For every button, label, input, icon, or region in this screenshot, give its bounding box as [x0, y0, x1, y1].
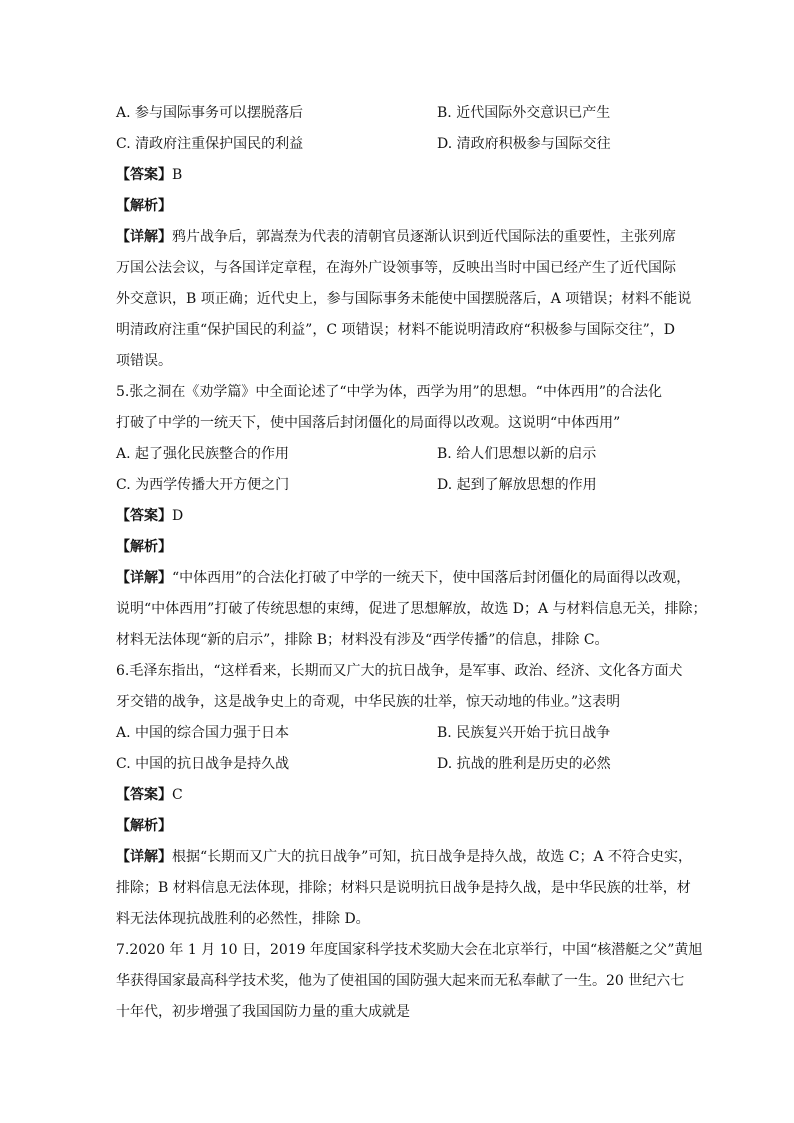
answer-tag: 【答案】: [116, 787, 172, 803]
q6-analysis-heading: [116, 811, 678, 842]
q4-analysis-heading: [116, 191, 678, 222]
q6-options-row-2: [116, 749, 678, 780]
q6-stem: [116, 656, 683, 718]
analysis-tag: 【解析】: [116, 198, 172, 214]
q5-option-c: C. 为西学传播大开方便之门: [116, 477, 290, 493]
q5-detail: [116, 563, 707, 656]
q6-detail-line: 料无法体现抗战胜利的必然性，排除 D。: [116, 911, 370, 927]
q5-stem: [116, 377, 678, 439]
q4-answer: [116, 160, 678, 191]
q6-option-b: B. 民族复兴开始于抗日战争: [437, 725, 611, 741]
answer-tag: 【答案】: [116, 167, 172, 183]
q5-option-a: A. 起了强化民族整合的作用: [116, 446, 290, 462]
q5-answer-value: D: [172, 508, 184, 524]
q6-detail-line: 根据“长期而又广大的抗日战争”可知，抗日战争是持久战，故选 C；A 不符合史实，: [172, 849, 693, 865]
q7-stem-line: 十年代，初步增强了我国国防力量的重大成就是: [116, 1004, 410, 1020]
q5-detail-line: 说明“中体西用”打破了传统思想的束缚，促进了思想解放，故选 D；A 与材料信息无关，排除；: [116, 601, 707, 617]
q6-stem-line: 6.毛泽东指出，“这样看来，长期而又广大的抗日战争，是军事、政治、经济、文化各方面犬: [116, 663, 683, 679]
q5-answer: [116, 501, 678, 532]
q6-option-d: D. 抗战的胜利是历史的必然: [437, 756, 611, 772]
answer-tag: 【答案】: [116, 508, 172, 524]
q4-detail-line: 万国公法会议，与各国详定章程，在海外广设领事等，反映出当时中国已经产生了近代国际: [116, 260, 676, 276]
q5-options-row-1: [116, 439, 678, 470]
q6-option-c: C. 中国的抗日战争是持久战: [116, 756, 290, 772]
q6-stem-line: 牙交错的战争，这是战争史上的奇观，中华民族的壮举，惊天动地的伟业。”这表明: [116, 694, 621, 710]
q5-option-b: B. 给人们思想以新的启示: [437, 446, 597, 462]
q4-option-a: A. 参与国际事务可以摆脱落后: [116, 105, 304, 121]
q4-detail-line: 明清政府注重“保护国民的利益”，C 项错误；材料不能说明清政府“积极参与国际交往”，D: [116, 322, 676, 338]
q4-detail-line: 项错误。: [116, 353, 172, 369]
q6-detail: [116, 842, 693, 935]
exam-page: [116, 98, 707, 1028]
q7-stem: [116, 935, 703, 1028]
q4-option-c: C. 清政府注重保护国民的利益: [116, 136, 304, 152]
analysis-tag: 【解析】: [116, 539, 172, 555]
q6-options-row-1: [116, 718, 678, 749]
q6-answer: [116, 780, 678, 811]
q5-detail-line: 材料无法体现“新的启示”，排除 B；材料没有涉及“西学传播”的信息，排除 C。: [116, 632, 609, 648]
q6-detail-line: 排除；B 材料信息无法体现，排除；材料只是说明抗日战争是持久战，是中华民族的壮举，材: [116, 880, 691, 896]
q5-stem-line: 5.张之洞在《劝学篇》中全面论述了“中学为体，西学为用”的思想。“中体西用”的合法化: [116, 384, 662, 400]
q7-stem-line: 华获得国家最高科学技术奖，他为了使祖国的国防强大起来而无私奉献了一生。20 世纪六七: [116, 973, 685, 989]
q7-stem-line: 7.2020 年 1 月 10 日，2019 年度国家科学技术奖励大会在北京举行，中国“核潜艇之父”黄旭: [116, 942, 703, 958]
detail-tag: 【详解】: [116, 570, 172, 586]
detail-tag: 【详解】: [116, 849, 172, 865]
analysis-tag: 【解析】: [116, 818, 172, 834]
detail-tag: 【详解】: [116, 229, 172, 245]
q5-analysis-heading: [116, 532, 678, 563]
q6-answer-value: C: [172, 787, 183, 803]
q4-options-row-2: [116, 129, 678, 160]
q4-detail: [116, 222, 692, 377]
q6-option-a: A. 中国的综合国力强于日本: [116, 725, 290, 741]
q5-detail-line: “中体西用”的合法化打破了中学的一统天下，使中国落后封闭僵化的局面得以改观，: [172, 570, 691, 586]
q4-detail-line: 外交意识，B 项正确；近代史上，参与国际事务未能使中国摆脱落后，A 项错误；材料不能说: [116, 291, 692, 307]
q5-option-d: D. 起到了解放思想的作用: [437, 477, 597, 493]
q4-options-row-1: [116, 98, 678, 129]
q5-options-row-2: [116, 470, 678, 501]
q5-stem-line: 打破了中学的一统天下，使中国落后封闭僵化的局面得以改观。这说明“中体西用”: [116, 415, 621, 431]
q4-detail-line: 鸦片战争后，郭嵩焘为代表的清朝官员逐渐认识到近代国际法的重要性，主张列席: [172, 229, 676, 245]
q4-option-d: D. 清政府积极参与国际交往: [437, 136, 611, 152]
q4-answer-value: B: [172, 167, 183, 183]
q4-option-b: B. 近代国际外交意识已产生: [437, 105, 611, 121]
